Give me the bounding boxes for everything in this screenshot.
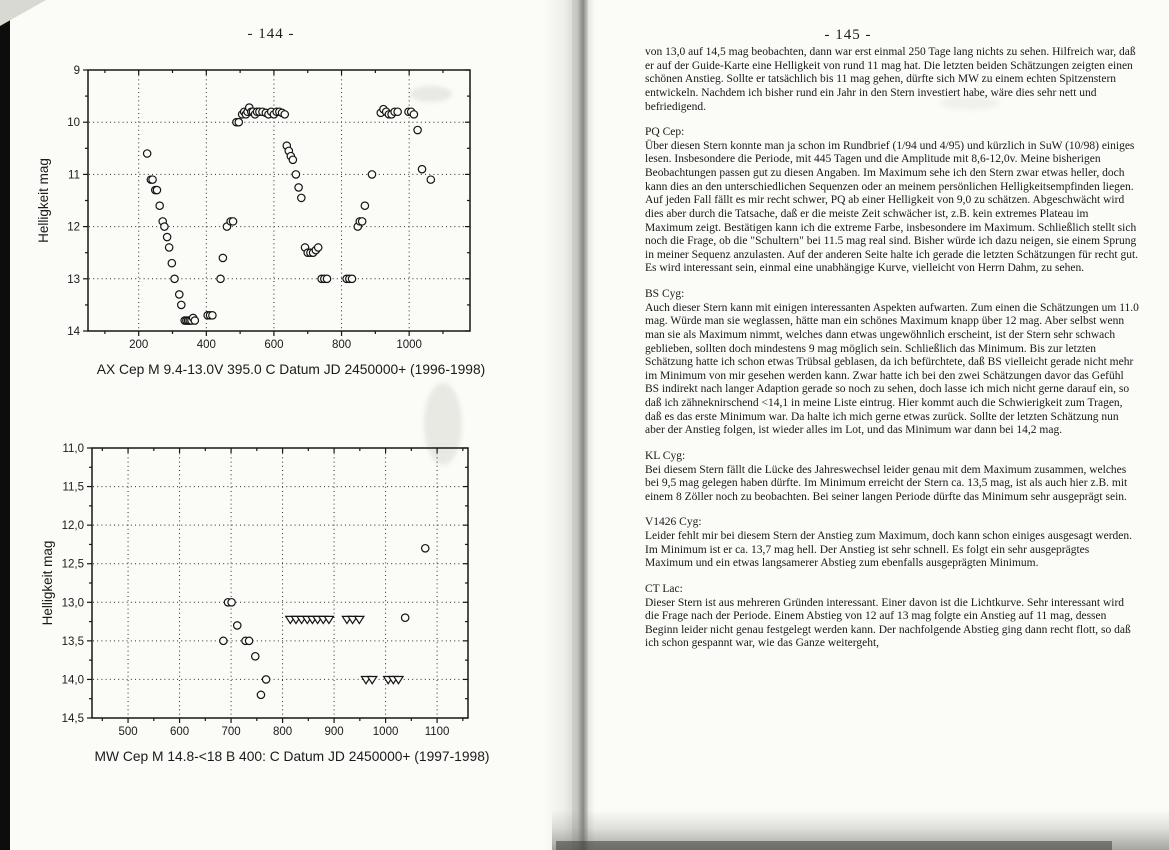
light-curve-chart-ax-cep [28, 52, 558, 404]
section-heading: PQ Cep: [645, 126, 685, 139]
svg-text:400: 400 [196, 339, 216, 351]
svg-text:800: 800 [331, 339, 352, 351]
svg-text:600: 600 [169, 726, 190, 738]
svg-text:Helligkeit mag: Helligkeit mag [40, 540, 55, 626]
svg-text:14,5: 14,5 [61, 713, 84, 725]
svg-text:700: 700 [221, 726, 241, 738]
page-number-144: - 144 - [247, 26, 295, 42]
page-number-145: - 145 - [824, 27, 872, 43]
svg-text:1000: 1000 [396, 339, 422, 351]
section-body: Dieser Stern ist aus mehreren Gründen interessant. Einer davon ist die Lichtkurve. Sehr interessant wird die Frage nach der Periode. Einem Abstieg von 12 auf 13 mag folgte ein Anstieg auf 11 mag, dessen Beginn leider nicht genau festgelegt werden kann. Der nachfolgende Abstieg ging dann recht flott, so daß ich schon gespannt war, wie das Ganze weitergeht, [645, 596, 1131, 650]
text-section [645, 46, 1139, 114]
svg-text:13: 13 [67, 273, 80, 286]
svg-text:9: 9 [73, 65, 80, 77]
svg-text:500: 500 [118, 726, 138, 738]
svg-text:13,0: 13,0 [61, 597, 84, 610]
svg-text:800: 800 [272, 726, 293, 738]
svg-text:11: 11 [68, 169, 80, 182]
svg-text:1100: 1100 [424, 726, 450, 738]
text-column [645, 46, 1139, 663]
text-section [645, 126, 1139, 276]
scan-corner-highlight [0, 0, 46, 26]
text-section [645, 516, 1139, 571]
text-section [645, 583, 1139, 651]
section-body: Auch dieser Stern kann mit einigen interessanten Aspekten aufwarten. Zum einen die Schätzungen um 11.0 mag. Würde man sie weglassen, hätte man ein schönes Maximum knapp über 12 mag. Aber selbst wenn man sie als Maximum nimmt, welches dann etwas ungewöhnlich erscheint, ist der Stern sehr schwach geblieben, sollten doch mindestens 9 mag möglich sein. Schließlich das Minimum. Bis zur letzten Schätzung hatte ich schon etwas Trübsal geblasen, da ich befürchtete, daß BS vielleicht gerade nicht mehr im Minimum von mir gesehen werden kann. Zwar hatte ich bei den zwei Schätzungen davor das Gefühl BS indirekt nach langer Adaption gerade so noch zu sehen, doch lasse ich mich nicht gerne darauf ein, so daß ich zähneknirschend <14,1 in meine Liste eintrug. Hier kommt auch die Schwierigkeit zum Tragen, daß es das erste Minimum war. Da halte ich mich gerne etwas zurück. Sollte der letzten Schätzung nun aber der Anstieg folgen, ist wieder alles im Lot, und das Minimum war dann bei 14,2 mag. [645, 301, 1139, 437]
svg-text:1000: 1000 [372, 726, 399, 738]
svg-text:11,0: 11,0 [62, 443, 84, 455]
section-heading: BS Cyg: [645, 288, 685, 300]
svg-text:13,5: 13,5 [61, 635, 84, 648]
svg-text:12: 12 [67, 221, 80, 234]
svg-text:Helligkeit mag: Helligkeit mag [36, 158, 51, 243]
svg-text:200: 200 [129, 339, 149, 351]
svg-text:14: 14 [67, 326, 80, 338]
svg-text:14,0: 14,0 [61, 674, 84, 687]
section-body: Über diesen Stern konnte man ja schon im Rundbrief (1/94 und 4/95) und kürzlich in SuW (10/98) einiges lesen. Insbesondere die Periode, mit 445 Tagen und die Amplitude mit 8,6-12,0v. Meine bisherigen Beobachtungen passen gut zu diesen Angaben. Im Maximum sehe ich den Stern zwar etwas heller, doch kann dies an den unterschiedlichen Sequenzen oder an meinem persönlichen Helligkeitsempfinden liegen. Auf jeden Fall fällt es mir recht schwer, PQ ab einer Helligkeit von 9,0 zu schätzen. Abgeschwächt wird dies aber durch die Tatsache, daß er die meiste Zeit schwächer ist, z.B. kein extremes Plateau im Maximum zeigt. Bestätigen kann ich die extreme Farbe, insbesondere im Maximum. Schließlich stellt sich noch die Frage, ob die "Schultern" bei 11.5 mag real sind. Bisher würde ich dazu neigen, sie einem Sprung in meiner Sequenz anzulasten. Auf der anderen Seite halte ich gerade die letzten Schätzungen für recht gut. Es wird interessant sein, einmal eine unabhängige Kurve, vielleicht von Herrn Dahm, zu sehen. [645, 139, 1139, 275]
svg-text:12,0: 12,0 [61, 520, 84, 533]
svg-text:MW Cep M 14.8-<18 B 400: C: MW Cep M 14.8-<18 B 400: C Datum JD 2450000+ (1997-1998) [94, 749, 490, 764]
svg-text:10: 10 [67, 117, 80, 130]
scan-bottom-shadow-dark [556, 841, 1112, 850]
section-body: von 13,0 auf 14,5 mag beobachten, dann war erst einmal 250 Tage lang nichts zu sehen. Hilfreich war, daß er auf der Guide-Karte eine Helligkeit von rund 11 mag hat. Die letzten beiden Schätzungen zeigten einen schönen Anstieg. Sollte er tatsächlich bis 11 mag gehen, dürfte sich MW zu einem echten Spitzenstern entwickeln. Nachdem ich bisher rund ein Jahr in den Stern investiert habe, wäre dies sehr nett und befriedigend. [645, 46, 1136, 113]
section-heading: V1426 Cyg: [645, 516, 702, 529]
svg-text:AX Cep M 9.4-13.0V 395.0 C: AX Cep M 9.4-13.0V 395.0 C Datum JD 2450000+ (1996-1998) [96, 362, 486, 377]
svg-text:11,5: 11,5 [62, 481, 84, 494]
svg-text:600: 600 [264, 339, 284, 351]
text-section [645, 288, 1139, 438]
section-heading: KL Cyg: [645, 449, 686, 462]
svg-text:12,5: 12,5 [61, 558, 84, 571]
svg-text:900: 900 [324, 726, 344, 738]
section-heading: CT Lac: [645, 582, 683, 595]
section-body: Bei diesem Stern fällt die Lücke des Jahreswechsel leider genau mit dem Maximum zusammen, welches bei 9,5 mag gelegen haben dürfte. Im Minimum erreicht der Stern ca. 13,5 mag, ist als auch hier z.B. mit einem 8 Zöller noch zu beobachten. Bei seiner langen Periode dürfte das Minimum sehr ausgeprägt sein. [645, 463, 1128, 503]
section-body: Leider fehlt mir bei diesem Stern der Anstieg zum Maximum, doch kann schon einiges ausgesagt werden. Im Minimum ist er ca. 13,7 mag hell. Der Anstieg ist sehr schnell. Es folgt ein sehr ausgeprägtes Maximum und ein etwas langsamerer Abstieg zum ebenfalls ausgeprägten Minimum. [645, 530, 1133, 570]
text-section [645, 450, 1139, 505]
scan-edge-bar [0, 0, 10, 850]
light-curve-chart-mw-cep [28, 430, 558, 782]
